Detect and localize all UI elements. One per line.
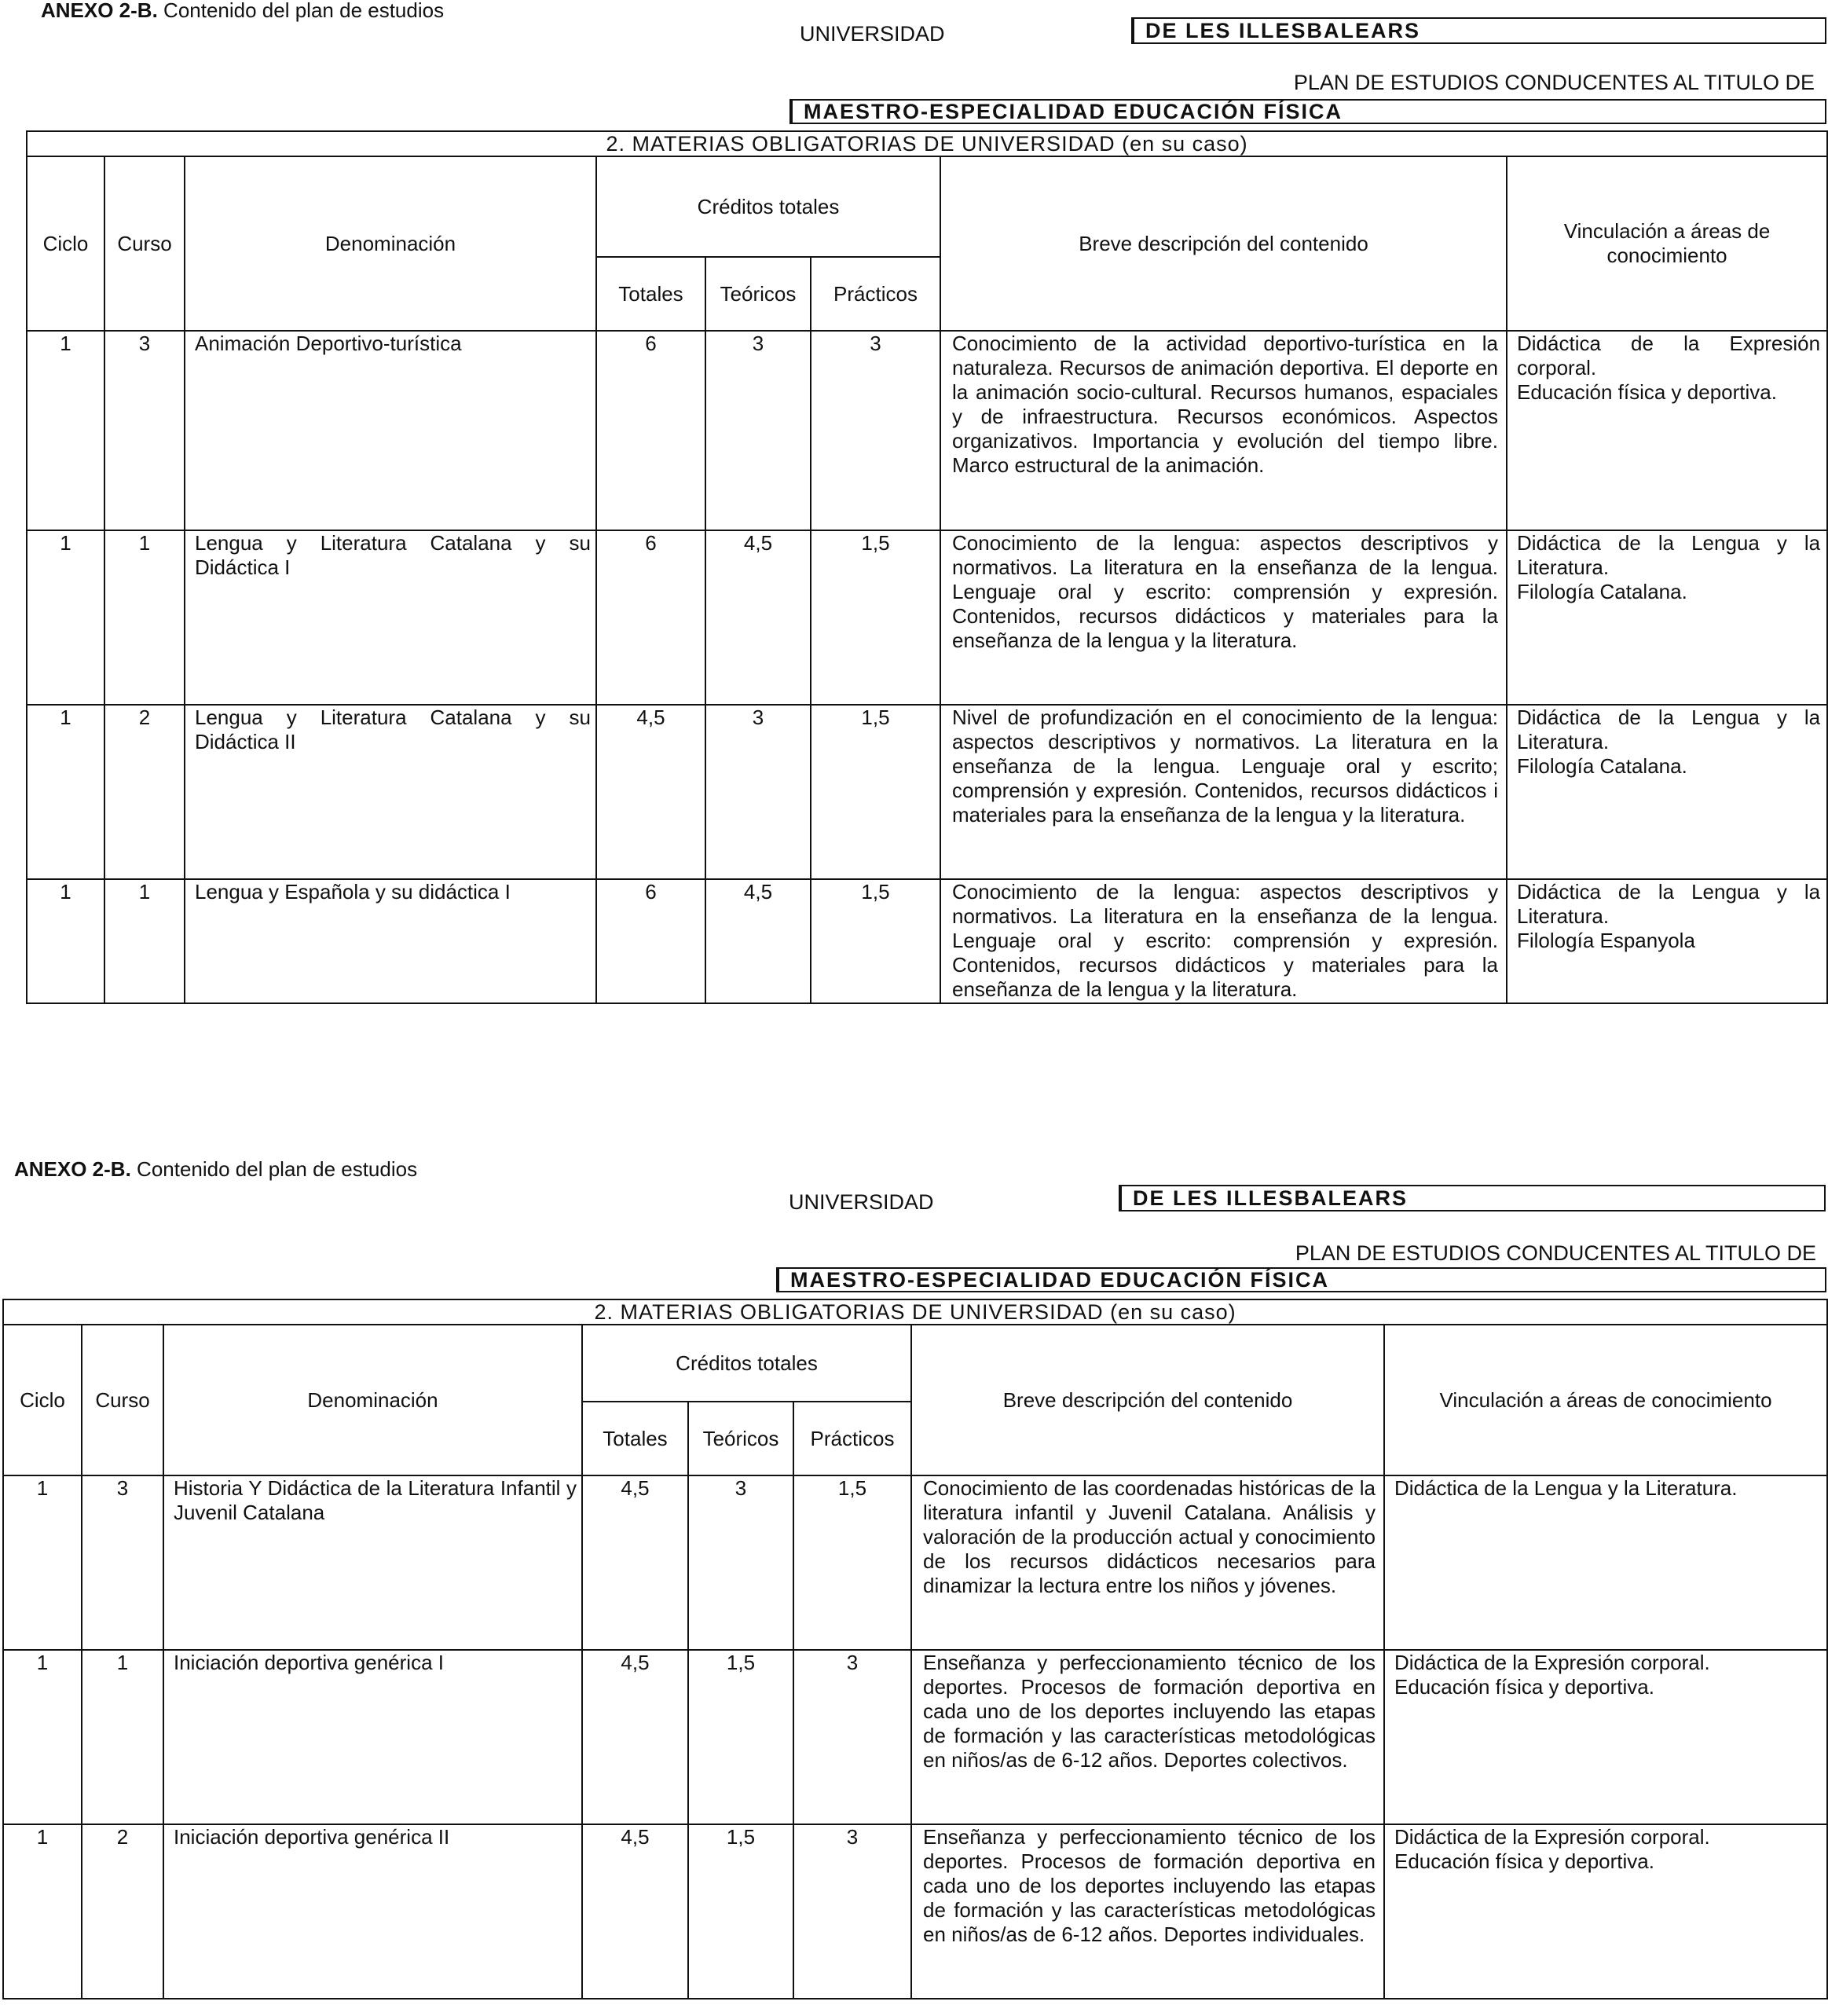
vinculacion-line: Filología Catalana.: [1517, 580, 1687, 603]
cell-descripcion: Conocimiento de la actividad deportivo-turística en la naturaleza. Recursos de animación deportiva. El deporte en la animación socio-cultural. Recursos humanos, espaciales y de infraestructura. Recursos económicos. Aspectos organizativos. Importancia y evolución del tiempo libre. Marco estructural de la animación.: [940, 331, 1507, 530]
vinculacion-line: Didáctica de la Lengua y la Literatura.: [1394, 1476, 1738, 1500]
section-title: 2. MATERIAS OBLIGATORIAS DE UNIVERSIDAD (en su caso): [3, 1299, 1827, 1325]
cell-descripcion: Nivel de profundización en el conocimiento de la lengua: aspectos descriptivos y normativos. La literatura en la enseñanza de la lengua. Lenguaje oral y escrito; comprensión y expresión. Contenidos, recursos didácticos i materiales para la enseñanza de la lengua y la literatura.: [940, 705, 1507, 879]
cell-practicos: 3: [793, 1650, 911, 1824]
cell-denominacion: Historia Y Didáctica de la Literatura Infantil y Juvenil Catalana: [163, 1475, 582, 1650]
cell-teoricos: 3: [705, 331, 811, 530]
cell-totales: 4,5: [582, 1824, 688, 1999]
cell-curso: 2: [82, 1824, 163, 1999]
annex-title: [41, 0, 444, 23]
header-descripcion: Breve descripción del contenido: [911, 1325, 1384, 1475]
cell-totales: 4,5: [596, 705, 705, 879]
table-row: [3, 1650, 1827, 1824]
cell-denominacion: Animación Deportivo-turística: [185, 331, 596, 530]
cell-teoricos: 1,5: [688, 1824, 793, 1999]
annex-subtitle: Contenido del plan de estudios: [137, 1157, 418, 1181]
university-name-box: DE LES ILLESBALEARS: [1119, 1185, 1826, 1211]
cell-ciclo: 1: [27, 331, 104, 530]
vinculacion-line: Filología Espanyola: [1517, 929, 1695, 952]
header-descripcion: Breve descripción del contenido: [940, 156, 1507, 331]
cell-curso: 1: [104, 530, 185, 705]
cell-practicos: 3: [811, 331, 940, 530]
header-teoricos: Teóricos: [705, 257, 811, 331]
cell-ciclo: 1: [27, 705, 104, 879]
cell-ciclo: 1: [27, 879, 104, 1003]
cell-teoricos: 4,5: [705, 879, 811, 1003]
header-denominacion: Denominación: [163, 1325, 582, 1475]
cell-denominacion: Lengua y Literatura Catalana y su Didáctica I: [185, 530, 596, 705]
header-curso: Curso: [82, 1325, 163, 1475]
cell-vinculacion: [1384, 1475, 1827, 1650]
header-creditos-totales: Créditos totales: [582, 1325, 911, 1402]
header-ciclo: Ciclo: [3, 1325, 82, 1475]
annex-block-2: [0, 1008, 1828, 2016]
cell-curso: 1: [82, 1650, 163, 1824]
header-totales: Totales: [596, 257, 705, 331]
cell-practicos: 1,5: [811, 705, 940, 879]
cell-teoricos: 3: [705, 705, 811, 879]
cell-vinculacion: [1384, 1824, 1827, 1999]
subjects-table: [26, 130, 1828, 1004]
cell-curso: 3: [82, 1475, 163, 1650]
header-creditos-totales: Créditos totales: [596, 156, 940, 257]
header-practicos: Prácticos: [811, 257, 940, 331]
vinculacion-line: Didáctica de la Expresión corporal.: [1394, 1825, 1710, 1849]
cell-vinculacion: [1507, 530, 1827, 705]
vinculacion-line: Didáctica de la Expresión corporal.: [1517, 332, 1821, 379]
header-ciclo: Ciclo: [27, 156, 104, 331]
vinculacion-line: Filología Catalana.: [1517, 754, 1687, 778]
cell-ciclo: 1: [3, 1475, 82, 1650]
header-teoricos: Teóricos: [688, 1402, 793, 1475]
cell-teoricos: 3: [688, 1475, 793, 1650]
vinculacion-line: Educación física y deportiva.: [1517, 380, 1777, 404]
section-title: 2. MATERIAS OBLIGATORIAS DE UNIVERSIDAD (en su caso): [27, 131, 1827, 156]
plan-label: PLAN DE ESTUDIOS CONDUCENTES AL TITULO DE: [1293, 71, 1815, 94]
cell-curso: 3: [104, 331, 185, 530]
header-practicos: Prácticos: [793, 1402, 911, 1475]
table-row: [3, 1824, 1827, 1999]
annex-subtitle: Contenido del plan de estudios: [163, 0, 445, 22]
subjects-table: [2, 1299, 1828, 2000]
university-name-box: DE LES ILLESBALEARS: [1131, 17, 1826, 44]
degree-name-box: MAESTRO-ESPECIALIDAD EDUCACIÓN FÍSICA: [789, 99, 1826, 124]
cell-denominacion: Iniciación deportiva genérica I: [163, 1650, 582, 1824]
table-row: [27, 705, 1827, 879]
table-row: [27, 879, 1827, 1003]
cell-descripcion: Conocimiento de la lengua: aspectos descriptivos y normativos. La literatura en la enseñanza de la lengua. Lenguaje oral y escrito: comprensión y expresión. Contenidos, recursos didácticos y materiales para la enseñanza de la lengua y la literatura.: [940, 879, 1507, 1003]
cell-ciclo: 1: [27, 530, 104, 705]
table-row: [27, 331, 1827, 530]
cell-totales: 6: [596, 530, 705, 705]
cell-descripcion: Enseñanza y perfeccionamiento técnico de los deportes. Procesos de formación deportiva en cada uno de los deportes incluyendo las etapas de formación y las características metodológicas en niños/as de 6-12 años. Deportes individuales.: [911, 1824, 1384, 1999]
university-label: UNIVERSIDAD: [800, 22, 945, 46]
vinculacion-line: Educación física y deportiva.: [1394, 1849, 1654, 1873]
header-vinculacion: Vinculación a áreas de conocimiento: [1507, 156, 1827, 331]
cell-descripcion: Conocimiento de la lengua: aspectos descriptivos y normativos. La literatura en la enseñanza de la lengua. Lenguaje oral y escrito: comprensión y expresión. Contenidos, recursos didácticos y materiales para la enseñanza de la lengua y la literatura.: [940, 530, 1507, 705]
cell-totales: 6: [596, 879, 705, 1003]
header-totales: Totales: [582, 1402, 688, 1475]
degree-name-box: MAESTRO-ESPECIALIDAD EDUCACIÓN FÍSICA: [776, 1267, 1826, 1292]
cell-denominacion: Iniciación deportiva genérica II: [163, 1824, 582, 1999]
university-label: UNIVERSIDAD: [789, 1190, 934, 1214]
annex-label: ANEXO 2-B.: [14, 1157, 131, 1181]
cell-vinculacion: [1384, 1650, 1827, 1824]
header-denominacion: Denominación: [185, 156, 596, 331]
cell-ciclo: 1: [3, 1824, 82, 1999]
vinculacion-line: Didáctica de la Lengua y la Literatura.: [1517, 706, 1821, 753]
header-curso: Curso: [104, 156, 185, 331]
annex-title: [14, 1157, 417, 1182]
vinculacion-line: Didáctica de la Lengua y la Literatura.: [1517, 531, 1821, 579]
cell-descripcion: Conocimiento de las coordenadas históricas de la literatura infantil y Juvenil Catalana. Análisis y valoración de la producción actual y conocimiento de los recursos didácticos necesarios para dinamizar la lectura entre los niños y jóvenes.: [911, 1475, 1384, 1650]
cell-totales: 4,5: [582, 1475, 688, 1650]
cell-vinculacion: [1507, 331, 1827, 530]
cell-vinculacion: [1507, 879, 1827, 1003]
cell-descripcion: Enseñanza y perfeccionamiento técnico de los deportes. Procesos de formación deportiva en cada uno de los deportes incluyendo las etapas de formación y las características metodológicas en niños/as de 6-12 años. Deportes colectivos.: [911, 1650, 1384, 1824]
cell-totales: 6: [596, 331, 705, 530]
cell-denominacion: Lengua y Española y su didáctica I: [185, 879, 596, 1003]
vinculacion-line: Educación física y deportiva.: [1394, 1675, 1654, 1699]
table-row: [3, 1475, 1827, 1650]
cell-vinculacion: [1507, 705, 1827, 879]
cell-totales: 4,5: [582, 1650, 688, 1824]
cell-practicos: 1,5: [811, 879, 940, 1003]
cell-practicos: 3: [793, 1824, 911, 1999]
cell-teoricos: 1,5: [688, 1650, 793, 1824]
cell-ciclo: 1: [3, 1650, 82, 1824]
cell-denominacion: Lengua y Literatura Catalana y su Didáctica II: [185, 705, 596, 879]
table-row: [27, 530, 1827, 705]
cell-curso: 1: [104, 879, 185, 1003]
cell-practicos: 1,5: [793, 1475, 911, 1650]
vinculacion-line: Didáctica de la Expresión corporal.: [1394, 1651, 1710, 1674]
annex-label: ANEXO 2-B.: [41, 0, 158, 22]
header-vinculacion: Vinculación a áreas de conocimiento: [1384, 1325, 1827, 1475]
cell-teoricos: 4,5: [705, 530, 811, 705]
cell-curso: 2: [104, 705, 185, 879]
plan-label: PLAN DE ESTUDIOS CONDUCENTES AL TITULO DE: [1295, 1241, 1816, 1265]
cell-practicos: 1,5: [811, 530, 940, 705]
vinculacion-line: Didáctica de la Lengua y la Literatura.: [1517, 880, 1821, 928]
